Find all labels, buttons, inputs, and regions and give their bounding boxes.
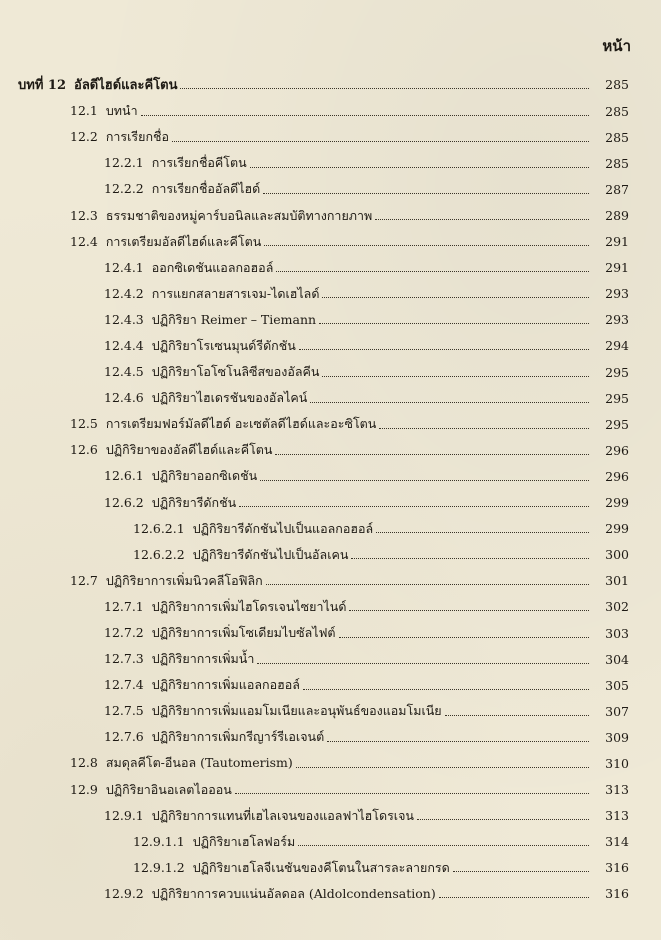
dot-leader xyxy=(349,610,589,611)
toc-entry-number: 12.9.1 xyxy=(104,807,144,823)
toc-entry-title xyxy=(104,153,247,173)
dot-leader xyxy=(319,323,589,324)
toc-entry-page: 305 xyxy=(605,677,629,693)
toc-entry-title xyxy=(104,362,319,382)
toc-entry-title xyxy=(104,466,257,486)
dot-leader xyxy=(298,845,589,846)
toc-entry-page: 291 xyxy=(605,260,629,276)
toc-entry-label: ปฏิกิริยาการเพิ่มน้ำ xyxy=(151,651,255,667)
toc-entry-label: ปฏิกิริยาของอัลดีไฮด์และคีโตน xyxy=(105,442,273,458)
toc-entry-label: การเตรียมอัลดีไฮด์และคีโตน xyxy=(105,233,262,249)
toc-entry-title xyxy=(104,388,307,408)
toc-entry-label: บทนำ xyxy=(105,103,138,119)
toc-entry-page: 289 xyxy=(605,208,629,224)
toc-entry xyxy=(0,881,661,907)
toc-entry-title xyxy=(104,884,436,904)
toc-entry-label: ปฏิกิริยาโอโซโนลิซีสของอัลคีน xyxy=(151,364,320,380)
toc-entry-title xyxy=(133,519,373,539)
dot-leader xyxy=(453,871,589,872)
toc-entry-title xyxy=(104,623,336,643)
toc-entry xyxy=(0,620,661,646)
toc-entry-page: 316 xyxy=(605,886,629,902)
toc-entry-label: ปฏิกิริยาการแทนที่เฮไลเจนของแอลฟาไฮโดรเจน xyxy=(151,807,414,823)
dot-leader xyxy=(239,506,589,507)
toc-entry-number: 12.4.5 xyxy=(104,364,144,380)
toc-entry-label: ปฏิกิริยาการเพิ่มกรีญาร์รีเอเจนต์ xyxy=(151,729,325,745)
toc-entry-title xyxy=(104,701,442,721)
toc-entry xyxy=(0,855,661,881)
toc-entry-title xyxy=(104,493,236,513)
toc-entry xyxy=(0,281,661,307)
toc-entry-number: 12.6.2 xyxy=(104,494,144,510)
toc-entry-page: 300 xyxy=(605,547,629,563)
dot-leader xyxy=(299,349,589,350)
toc-entry xyxy=(0,829,661,855)
toc-entry-number: 12.9.1.1 xyxy=(133,833,185,849)
toc-entry xyxy=(0,229,661,255)
toc-entry-page: 303 xyxy=(605,625,629,641)
toc-entry xyxy=(0,646,661,672)
toc-entry-page: 291 xyxy=(605,234,629,250)
toc-entry-label: การเรียกชื่อคีโตน xyxy=(151,155,247,171)
dot-leader xyxy=(379,428,589,429)
toc-entry xyxy=(0,672,661,698)
toc-entry-title xyxy=(104,258,273,278)
dot-leader xyxy=(235,793,589,794)
toc-entry-title xyxy=(104,284,319,304)
dot-leader xyxy=(263,193,589,194)
toc-entry-title xyxy=(104,310,316,330)
toc-entry-title xyxy=(104,179,260,199)
toc-entry-number: 12.2 xyxy=(70,129,98,145)
toc-entry xyxy=(0,150,661,176)
toc-entry-label: ปฏิกิริยาเฮโลฟอร์ม xyxy=(192,833,296,849)
dot-leader xyxy=(310,402,589,403)
dot-leader xyxy=(339,637,589,638)
toc-entry-title xyxy=(133,858,450,878)
toc-entry-title xyxy=(70,780,232,800)
toc-entry-title xyxy=(18,74,177,95)
toc-entry-number: 12.4.6 xyxy=(104,390,144,406)
toc-entry xyxy=(0,385,661,411)
toc-entry xyxy=(0,750,661,776)
dot-leader xyxy=(351,558,589,559)
toc-entry xyxy=(0,803,661,829)
dot-leader xyxy=(172,141,589,142)
toc-entry-number: 12.4.4 xyxy=(104,337,144,353)
toc-entry-label: ออกซิเดชันแอลกอฮอล์ xyxy=(151,259,274,275)
toc-entry xyxy=(0,202,661,228)
dot-leader xyxy=(322,297,589,298)
toc-entry-page: 299 xyxy=(605,495,629,511)
dot-leader xyxy=(296,767,589,768)
dot-leader xyxy=(264,245,589,246)
toc-entry-page: 304 xyxy=(605,651,629,667)
toc-entry-page: 287 xyxy=(605,181,629,197)
toc-entry-page: 295 xyxy=(605,364,629,380)
toc-entry xyxy=(0,307,661,333)
toc-entry-page: 313 xyxy=(605,808,629,824)
dot-leader xyxy=(276,271,589,272)
toc-entry-page: 295 xyxy=(605,390,629,406)
toc-entry-page: 301 xyxy=(605,573,629,589)
toc-entry-page: 299 xyxy=(605,521,629,537)
toc-entry xyxy=(0,777,661,803)
toc-entry-label: ปฏิกิริยารีดักชันไปเป็นแอลกอฮอล์ xyxy=(192,520,374,536)
dot-leader xyxy=(303,689,589,690)
toc-entry-page: 285 xyxy=(605,155,629,171)
toc-entry-page: 295 xyxy=(605,416,629,432)
toc-entry-title xyxy=(70,571,263,591)
dot-leader xyxy=(180,88,589,89)
dot-leader xyxy=(257,663,589,664)
toc-entry-page: 307 xyxy=(605,703,629,719)
dot-leader xyxy=(250,167,589,168)
toc-entry-number: 12.7.3 xyxy=(104,651,144,667)
toc-entry xyxy=(0,463,661,489)
toc-entry-page: 285 xyxy=(605,103,629,119)
toc-entry-title xyxy=(133,545,348,565)
toc-entry-label: ปฏิกิริยาไฮเดรชันของอัลไคน์ xyxy=(151,390,308,406)
toc-entry-label: ปฏิกิริยาการเพิ่มไฮโดรเจนไซยาไนด์ xyxy=(151,598,347,614)
dot-leader xyxy=(445,715,589,716)
toc-entry xyxy=(0,724,661,750)
toc-entry-label: ธรรมชาติของหมู่คาร์บอนิลและสมบัติทางกายภาพ xyxy=(105,207,373,223)
toc-entry-label: ปฏิกิริยารีดักชัน xyxy=(151,494,237,510)
toc-entry-page: 285 xyxy=(605,76,629,92)
toc-entry-number: 12.6.2.1 xyxy=(133,520,185,536)
toc-entry-number: 12.4 xyxy=(70,233,98,249)
dot-leader xyxy=(376,532,589,533)
toc-entry-title xyxy=(133,832,295,852)
toc-entry xyxy=(0,437,661,463)
dot-leader xyxy=(417,819,589,820)
toc-entry-label: การเรียกชื่อ xyxy=(105,129,170,145)
toc-entry-number: บทที่ 12 xyxy=(18,77,67,93)
toc-entry xyxy=(0,568,661,594)
table-of-contents xyxy=(0,71,661,907)
toc-entry-label: การเรียกชื่ออัลดีไฮด์ xyxy=(151,181,261,197)
toc-entry xyxy=(0,71,661,98)
toc-entry-title xyxy=(70,232,261,252)
toc-entry-number: 12.6 xyxy=(70,442,98,458)
toc-entry-number: 12.7.5 xyxy=(104,703,144,719)
toc-entry-label: ปฏิกิริยาการควบแน่นอัลดอล (Aldolcondensation) xyxy=(151,885,436,901)
toc-entry-number: 12.8 xyxy=(70,755,98,771)
toc-entry-page: 309 xyxy=(605,729,629,745)
dot-leader xyxy=(322,376,589,377)
toc-entry xyxy=(0,542,661,568)
toc-entry-page: 302 xyxy=(605,599,629,615)
toc-entry-title xyxy=(104,806,414,826)
toc-entry xyxy=(0,176,661,202)
toc-entry-label: ปฏิกิริยารีดักชันไปเป็นอัลเคน xyxy=(192,546,349,562)
page-column-label: หน้า xyxy=(602,37,631,55)
dot-leader xyxy=(439,897,589,898)
toc-entry xyxy=(0,698,661,724)
toc-entry-title xyxy=(104,727,324,747)
toc-entry-number: 12.4.3 xyxy=(104,311,144,327)
toc-entry-title xyxy=(70,753,293,773)
dot-leader xyxy=(266,584,589,585)
toc-entry-label: ปฏิกิริยาอินอเลตไอออน xyxy=(105,781,232,797)
toc-entry-number: 12.4.2 xyxy=(104,285,144,301)
toc-entry-page: 296 xyxy=(605,468,629,484)
toc-entry xyxy=(0,124,661,150)
toc-entry-number: 12.7.2 xyxy=(104,625,144,641)
toc-entry-title xyxy=(104,649,254,669)
toc-entry-number: 12.4.1 xyxy=(104,259,144,275)
toc-entry-title xyxy=(104,675,300,695)
toc-entry-number: 12.9 xyxy=(70,781,98,797)
toc-entry xyxy=(0,98,661,124)
toc-entry-label: การแยกสลายสารเจม-ไดเฮไลด์ xyxy=(151,285,320,301)
toc-entry xyxy=(0,411,661,437)
toc-entry-title xyxy=(70,414,376,434)
toc-entry-label: ปฏิกิริยา Reimer – Tiemann xyxy=(151,311,317,327)
dot-leader xyxy=(260,480,589,481)
toc-entry-label: ปฏิกิริยาการเพิ่มนิวคลีโอฟิลิก xyxy=(105,572,263,588)
toc-entry-number: 12.2.2 xyxy=(104,181,144,197)
toc-entry-number: 12.7.1 xyxy=(104,598,144,614)
toc-entry xyxy=(0,594,661,620)
toc-entry-title xyxy=(104,336,296,356)
toc-entry-number: 12.7.4 xyxy=(104,677,144,693)
toc-entry-title xyxy=(70,101,138,121)
toc-entry-number: 12.2.1 xyxy=(104,155,144,171)
toc-entry xyxy=(0,359,661,385)
dot-leader xyxy=(141,115,589,116)
toc-entry-label: อัลดีไฮด์และคีโตน xyxy=(74,77,178,93)
toc-entry-number: 12.9.1.2 xyxy=(133,859,185,875)
toc-entry xyxy=(0,333,661,359)
toc-entry-page: 316 xyxy=(605,860,629,876)
toc-entry-page: 294 xyxy=(605,338,629,354)
toc-entry-number: 12.6.1 xyxy=(104,468,144,484)
toc-entry-page: 293 xyxy=(605,286,629,302)
toc-entry-page: 285 xyxy=(605,129,629,145)
dot-leader xyxy=(275,454,589,455)
dot-leader xyxy=(375,219,589,220)
toc-entry-number: 12.3 xyxy=(70,207,98,223)
toc-entry-page: 293 xyxy=(605,312,629,328)
toc-entry-number: 12.7 xyxy=(70,572,98,588)
toc-entry-label: ปฏิกิริยาการเพิ่มแอลกอฮอล์ xyxy=(151,677,300,693)
toc-entry-title xyxy=(70,206,372,226)
toc-entry xyxy=(0,516,661,542)
toc-entry-number: 12.7.6 xyxy=(104,729,144,745)
toc-entry-title xyxy=(70,127,169,147)
toc-entry-label: ปฏิกิริยาเฮโลจีเนชันของคีโตนในสารละลายกรด xyxy=(192,859,450,875)
toc-entry-label: ปฏิกิริยาการเพิ่มแอมโมเนียและอนุพันธ์ของแอมโมเนีย xyxy=(151,703,442,719)
toc-entry-number: 12.6.2.2 xyxy=(133,546,185,562)
toc-entry-number: 12.5 xyxy=(70,416,98,432)
toc-entry xyxy=(0,490,661,516)
toc-entry-title xyxy=(70,440,272,460)
toc-entry-label: ปฏิกิริยาโรเซนมุนด์รีดักชัน xyxy=(151,337,296,353)
toc-entry-page: 310 xyxy=(605,755,629,771)
toc-entry-label: สมดุลคีโต-อีนอล (Tautomerism) xyxy=(105,755,293,771)
toc-entry-number: 12.1 xyxy=(70,103,98,119)
toc-entry-number: 12.9.2 xyxy=(104,885,144,901)
dot-leader xyxy=(327,741,589,742)
toc-entry-label: ปฏิกิริยาออกซิเดชัน xyxy=(151,468,258,484)
toc-entry-page: 296 xyxy=(605,442,629,458)
toc-entry-page: 314 xyxy=(605,834,629,850)
toc-entry-label: การเตรียมฟอร์มัลดีไฮด์ อะเซตัลดีไฮด์และอะซิโตน xyxy=(105,416,377,432)
toc-entry-page: 313 xyxy=(605,782,629,798)
toc-entry-title xyxy=(104,597,346,617)
toc-entry-label: ปฏิกิริยาการเพิ่มโซเดียมไบซัลไฟต์ xyxy=(151,625,336,641)
toc-entry xyxy=(0,255,661,281)
